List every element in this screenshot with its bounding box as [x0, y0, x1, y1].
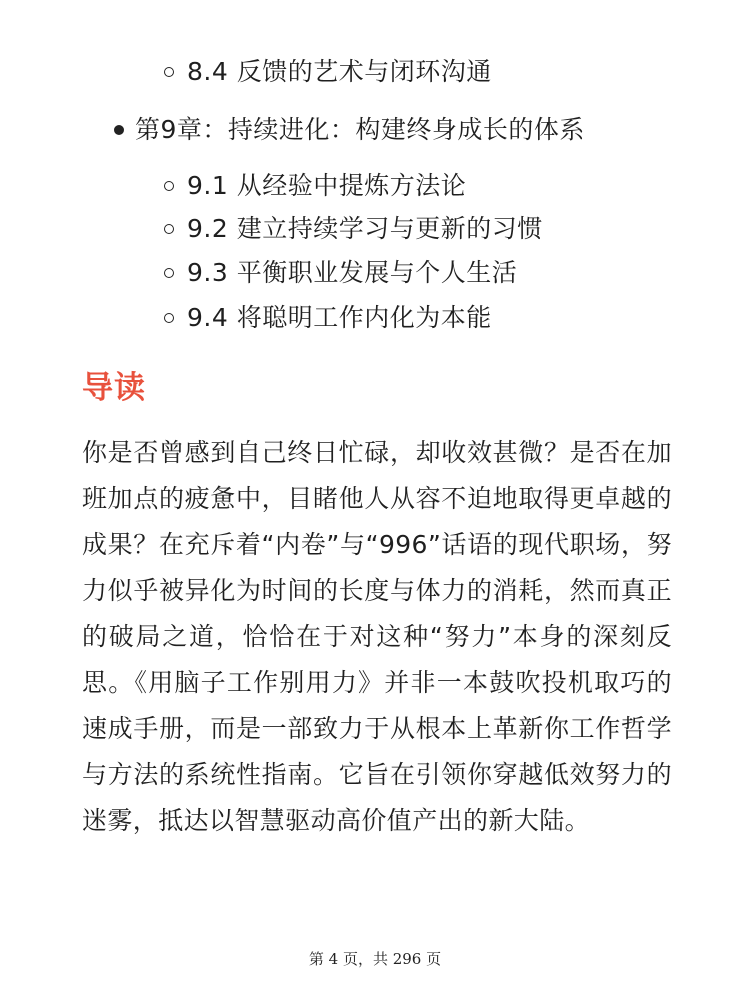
toc-item-label: 9.2 建立持续学习与更新的习惯: [187, 214, 543, 243]
circle-bullet-icon: [164, 67, 174, 77]
toc-item-9-3: [164, 256, 517, 290]
circle-bullet-icon: [164, 268, 174, 278]
toc-item-label: 9.3 平衡职业发展与个人生活: [187, 258, 518, 287]
circle-bullet-icon: [164, 224, 174, 234]
toc-item-8-4: [164, 55, 492, 89]
section-heading: 导读: [82, 370, 146, 406]
toc-item-label: 第9章：持续进化：构建终身成长的体系: [135, 115, 585, 144]
toc-item-9-1: [164, 169, 466, 203]
circle-bullet-icon: [164, 181, 174, 191]
disc-bullet-icon: [114, 125, 124, 135]
toc-item-label: 9.1 从经验中提炼方法论: [187, 171, 467, 200]
toc-item-9-4: [164, 301, 492, 335]
toc-item-label: 8.4 反馈的艺术与闭环沟通: [187, 57, 492, 86]
toc-item-chapter-9: [114, 113, 585, 147]
toc-item-label: 9.4 将聪明工作内化为本能: [187, 303, 492, 332]
circle-bullet-icon: [164, 313, 174, 323]
intro-paragraph: 你是否曾感到自己终日忙碌，却收效甚微？是否在加班加点的疲惫中，目睹他人从容不迫地取得更卓越的成果？在充斥着“内卷”与“996”话语的现代职场，努力似乎被异化为时间的长度与体力的消耗，然而真正的破局之道，恰恰在于对这种“努力”本身的深刻反思。《用脑子工作别用力》并非一本鼓吹投机取巧的速成手册，而是一部致力于从根本上革新你工作哲学与方法的系统性指南。它旨在引领你穿越低效努力的迷雾，抵达以智慧驱动高价值产出的新大陆。: [82, 438, 672, 835]
page-number-footer: 第 4 页，共 296 页: [308, 950, 442, 968]
toc-item-9-2: [164, 212, 543, 246]
